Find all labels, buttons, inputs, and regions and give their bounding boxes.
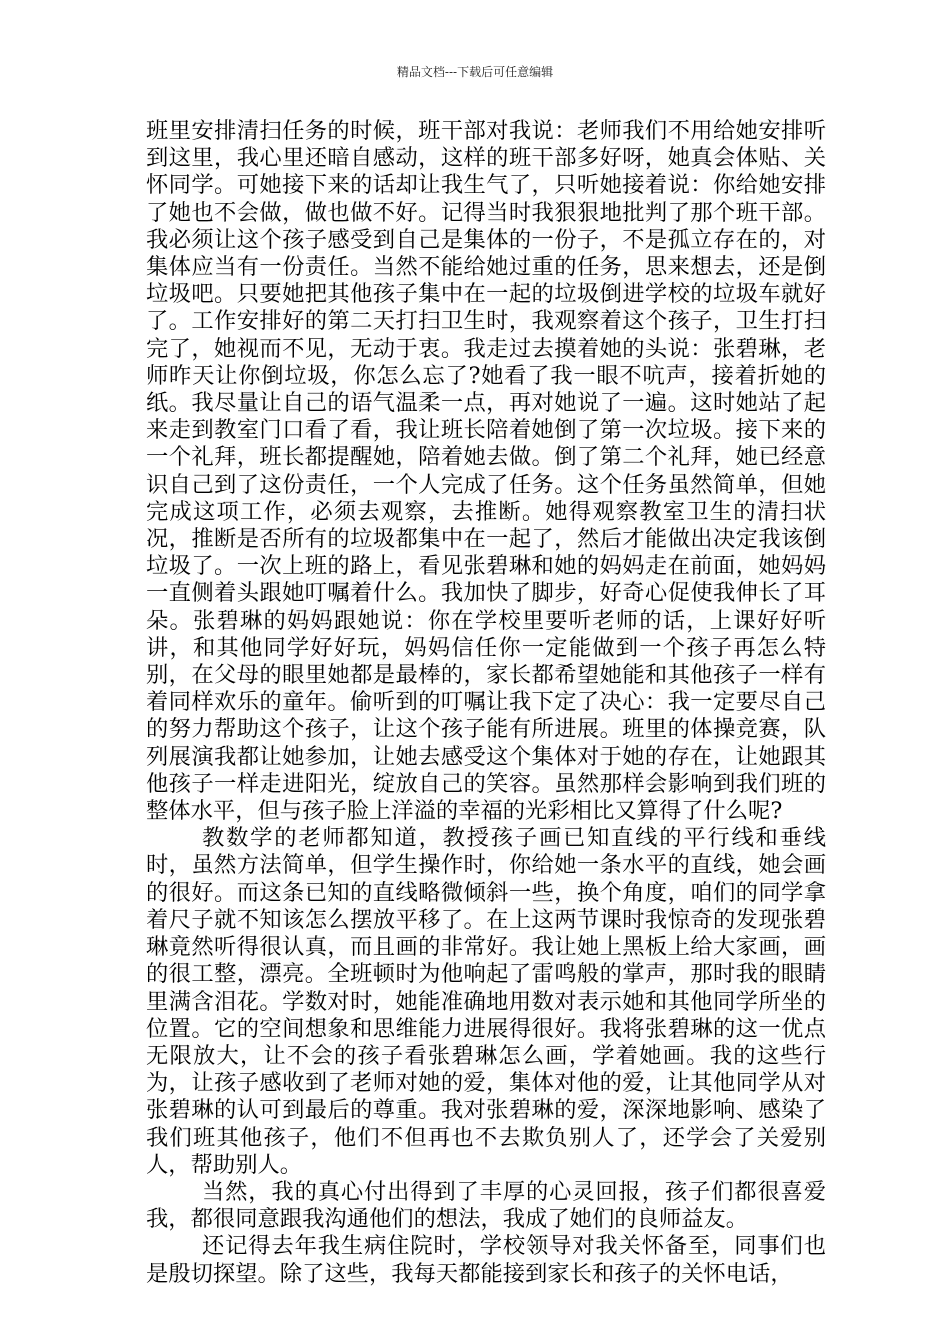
paragraph-2: 教数学的老师都知道，教授孩子画已知直线的平行线和垂线时，虽然方法简单，但学生操作时，你给她一条水平的直线，她会画的很好。而这条已知的直线略微倾斜一些，换个角度，咱们的同学拿着尺子就不知该怎么摆放平移了。在上这两节课时我惊奇的发现张碧琳竟然听得很认真，而且画的非常好。我让她上黑板上给大家画，画的很工整，漂亮。全班顿时为他响起了雷鸣般的掌声，那时我的眼睛里满含泪花。学数对时，她能准确地用数对表示她和其他同学所坐的位置。它的空间想象和思维能力进展得很好。我将张碧琳的这一优点无限放大，让不会的孩子看张碧琳怎么画，学着她画。我的这些行为，让孩子感收到了老师对她的爱，集体对他的爱，让其他同学从对张碧琳的认可到最后的尊重。我对张碧琳的爱，深深地影响、感染了我们班其他孩子，他们不但再也不去欺负别人了，还学会了关爱别人，帮助别人。	[146, 825, 826, 1178]
paragraph-4: 还记得去年我生病住院时，学校领导对我关怀备至，同事们也是殷切探望。除了这些，我每天都能接到家长和孩子的关怀电话，	[146, 1233, 826, 1287]
paragraph-3: 当然，我的真心付出得到了丰厚的心灵回报，孩子们都很喜爱我，都很同意跟我沟通他们的想法，我成了她们的良师益友。	[146, 1178, 826, 1233]
paragraph-1: 班里安排清扫任务的时候，班干部对我说：老师我们不用给她安排听到这里，我心里还暗自感动，这样的班干部多好呀，她真会体贴、关怀同学。可她接下来的话却让我生气了，只听她接着说：你给她安排了她也不会做，做也做不好。记得当时我狠狠地批判了那个班干部。我必须让这个孩子感受到自己是集体的一份子，不是孤立存在的，对集体应当有一份责任。当然不能给她过重的任务，思来想去，还是倒垃圾吧。只要她把其他孩子集中在一起的垃圾倒进学校的垃圾车就好了。工作安排好的第二天打扫卫生时，我观察着这个孩子，卫生打扫完了，她视而不见，无动于衷。我走过去摸着她的头说：张碧琳，老师昨天让你倒垃圾，你怎么忘了?她看了我一眼不吭声，接着折她的纸。我尽量让自己的语气温柔一点，再对她说了一遍。这时她站了起来走到教室门口看了看，我让班长陪着她倒了第一次垃圾。接下来的一个礼拜，班长都提醒她，陪着她去做。倒了第二个礼拜，她已经意识自己到了这份责任，一个人完成了任务。这个任务虽然简单，但她完成这项工作，必须去观察，去推断。她得观察教室卫生的清扫状况，推断是否所有的垃圾都集中在一起了，然后才能做出决定我该倒垃圾了。一次上班的路上，看见张碧琳和她的妈妈走在前面，她妈妈一直侧着头跟她叮嘱着什么。我加快了脚步，好奇心促使我伸长了耳朵。张碧琳的妈妈跟她说：你在学校里要听老师的话，上课好好听讲，和其他同学好好玩，妈妈信任你一定能做到一个孩子再怎么特别，在父母的眼里她都是最棒的，家长都希望她能和其他孩子一样有着同样欢乐的童年。偷听到的叮嘱让我下定了决心：我一定要尽自己的努力帮助这个孩子，让这个孩子能有所进展。班里的体操竞赛，队列展演我都让她参加，让她去感受这个集体对于她的存在，让她跟其他孩子一样走进阳光，绽放自己的笑容。虽然那样会影响到我们班的整体水平，但与孩子脸上洋溢的幸福的光彩相比又算得了什么呢?	[146, 118, 826, 825]
page-header: 精品文档---下载后可任意编辑	[396, 65, 554, 79]
document-body	[146, 118, 826, 1288]
